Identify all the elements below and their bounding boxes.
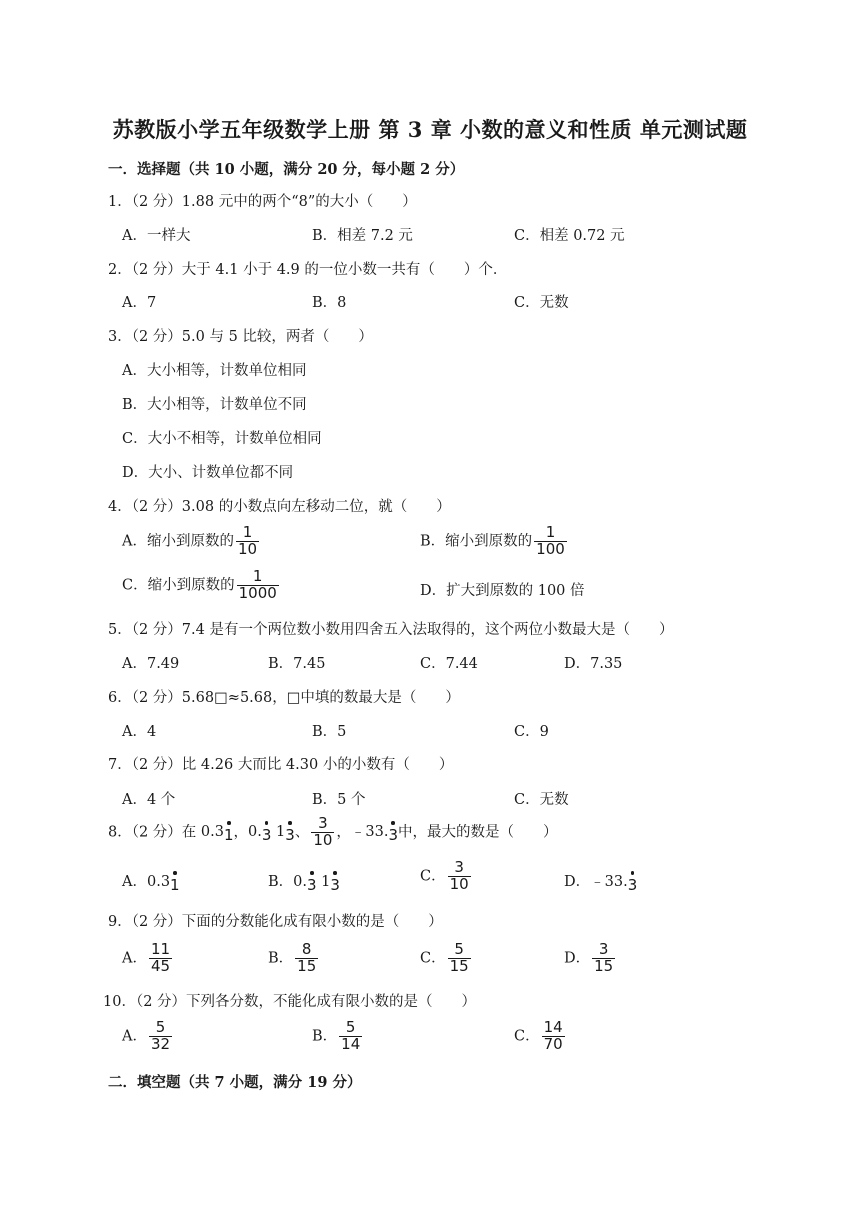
- q10-option-a[interactable]: A． $\frac{5}{32}$: [122, 1018, 171, 1053]
- question-4-stem: 4．（2 分）3.08 的小数点向左移动二位，就（ ）: [108, 499, 451, 515]
- question-7-stem: 7．（2 分）比 4.26 大而比 4.30 小的小数有（ ）: [108, 757, 454, 773]
- q4-option-b[interactable]: [420, 525, 569, 558]
- q5-option-b[interactable]: B．7.45: [268, 656, 326, 672]
- q6-option-c[interactable]: C．9: [514, 724, 549, 740]
- fraction: $\frac{14}{70}$: [543, 1018, 563, 1053]
- fraction: $\frac{1}{1000}$: [238, 567, 277, 602]
- q10-option-b[interactable]: B． $\frac{5}{14}$: [312, 1018, 361, 1053]
- q10-option-c[interactable]: C． $\frac{14}{70}$: [514, 1018, 563, 1053]
- q1-option-a[interactable]: A．一样大: [122, 228, 191, 244]
- question-5-stem: 5．（2 分）7.4 是有一个两位数小数用四舍五入法取得的，这个两位小数最大是（ ）: [108, 622, 674, 638]
- question-3-stem: 3．（2 分）5.0 与 5 比较，两者（ ）: [108, 329, 373, 345]
- question-8-stem: 8．（2 分）在 0.31，0.3 13、 $\frac{3}{10}$ ，﹣33.3中，最大的数是（ ）: [108, 814, 558, 849]
- q4-option-a-label: A．缩小到原数的: [122, 533, 234, 550]
- section-heading-fill-in: 二．填空题（共 7 小题，满分 19 分）: [108, 1074, 362, 1091]
- repeating-decimal: ﹣33.3: [350, 824, 399, 845]
- fraction: $\frac{1}{100}$: [536, 523, 565, 558]
- q2-option-c[interactable]: C．无数: [514, 295, 569, 311]
- q7-option-b[interactable]: B．5 个: [312, 792, 366, 808]
- fraction: $\frac{3}{10}$: [313, 814, 333, 849]
- question-10-stem: 10．（2 分）下列各分数，不能化成有限小数的是（ ）: [103, 994, 477, 1010]
- q8-option-b[interactable]: B．0.3 13: [268, 874, 340, 894]
- repeating-decimal: 0.3 13: [248, 824, 295, 845]
- q8-option-a[interactable]: A．0.31: [122, 874, 180, 894]
- q3-option-d[interactable]: D．大小、计数单位都不同: [122, 465, 294, 481]
- page-title: 苏教版小学五年级数学上册 第 3 章 小数的意义和性质 单元测试题: [112, 117, 748, 142]
- fraction: $\frac{5}{14}$: [341, 1018, 361, 1053]
- q6-option-b[interactable]: B．5: [312, 724, 347, 740]
- q9-option-d[interactable]: D． $\frac{3}{15}$: [564, 940, 614, 975]
- question-2-stem: 2．（2 分）大于 4.1 小于 4.9 的一位小数一共有（ ）个．: [108, 262, 508, 278]
- q6-option-a[interactable]: A．4: [122, 724, 157, 740]
- q8-option-c[interactable]: C． $\frac{3}{10}$: [420, 858, 469, 893]
- q3-option-c[interactable]: C．大小不相等，计数单位相同: [122, 431, 322, 447]
- q9-option-c[interactable]: C． $\frac{5}{15}$: [420, 940, 469, 975]
- q9-option-a[interactable]: A． $\frac{11}{45}$: [122, 940, 171, 975]
- question-1-stem: 1．（2 分）1.88 元中的两个“8”的大小（ ）: [108, 194, 417, 210]
- fraction: $\frac{5}{32}$: [150, 1018, 171, 1053]
- fraction: $\frac{3}{10}$: [449, 858, 469, 893]
- q3-option-a[interactable]: A．大小相等，计数单位相同: [122, 363, 307, 379]
- q8-option-d[interactable]: D．﹣33.3: [564, 874, 638, 894]
- fraction: $\frac{1}{10}$: [237, 523, 258, 558]
- q3-option-b[interactable]: B．大小相等，计数单位不同: [122, 397, 307, 413]
- fraction: $\frac{5}{15}$: [449, 940, 469, 975]
- q4-option-a[interactable]: [122, 525, 261, 558]
- repeating-decimal: 0.31: [200, 824, 234, 845]
- q5-option-c[interactable]: C．7.44: [420, 656, 478, 672]
- q7-option-a[interactable]: A．4 个: [122, 792, 176, 808]
- q9-option-b[interactable]: B． $\frac{8}{15}$: [268, 940, 317, 975]
- q1-option-c[interactable]: C．相差 0.72 元: [514, 228, 625, 244]
- section-heading-choice: 一．选择题（共 10 小题，满分 20 分，每小题 2 分）: [108, 161, 465, 178]
- q1-option-b[interactable]: B．相差 7.2 元: [312, 228, 413, 244]
- q2-option-b[interactable]: B．8: [312, 295, 347, 311]
- q7-option-c[interactable]: C．无数: [514, 792, 569, 808]
- q4-option-c[interactable]: [122, 569, 281, 602]
- q4-option-b-label: B．缩小到原数的: [420, 533, 533, 550]
- fraction: $\frac{8}{15}$: [297, 940, 317, 975]
- q2-option-a[interactable]: A．7: [122, 295, 157, 311]
- fraction: $\frac{3}{15}$: [594, 940, 614, 975]
- question-6-stem: 6．（2 分）5.68□≈5.68，□中填的数最大是（ ）: [108, 690, 460, 706]
- fraction: $\frac{11}{45}$: [150, 940, 171, 975]
- q4-option-c-label: C．缩小到原数的: [122, 577, 235, 594]
- q5-option-d[interactable]: D．7.35: [564, 656, 623, 672]
- q5-option-a[interactable]: A．7.49: [122, 656, 180, 672]
- q4-option-d[interactable]: D．扩大到原数的 100 倍: [420, 583, 585, 599]
- question-9-stem: 9．（2 分）下面的分数能化成有限小数的是（ ）: [108, 914, 443, 930]
